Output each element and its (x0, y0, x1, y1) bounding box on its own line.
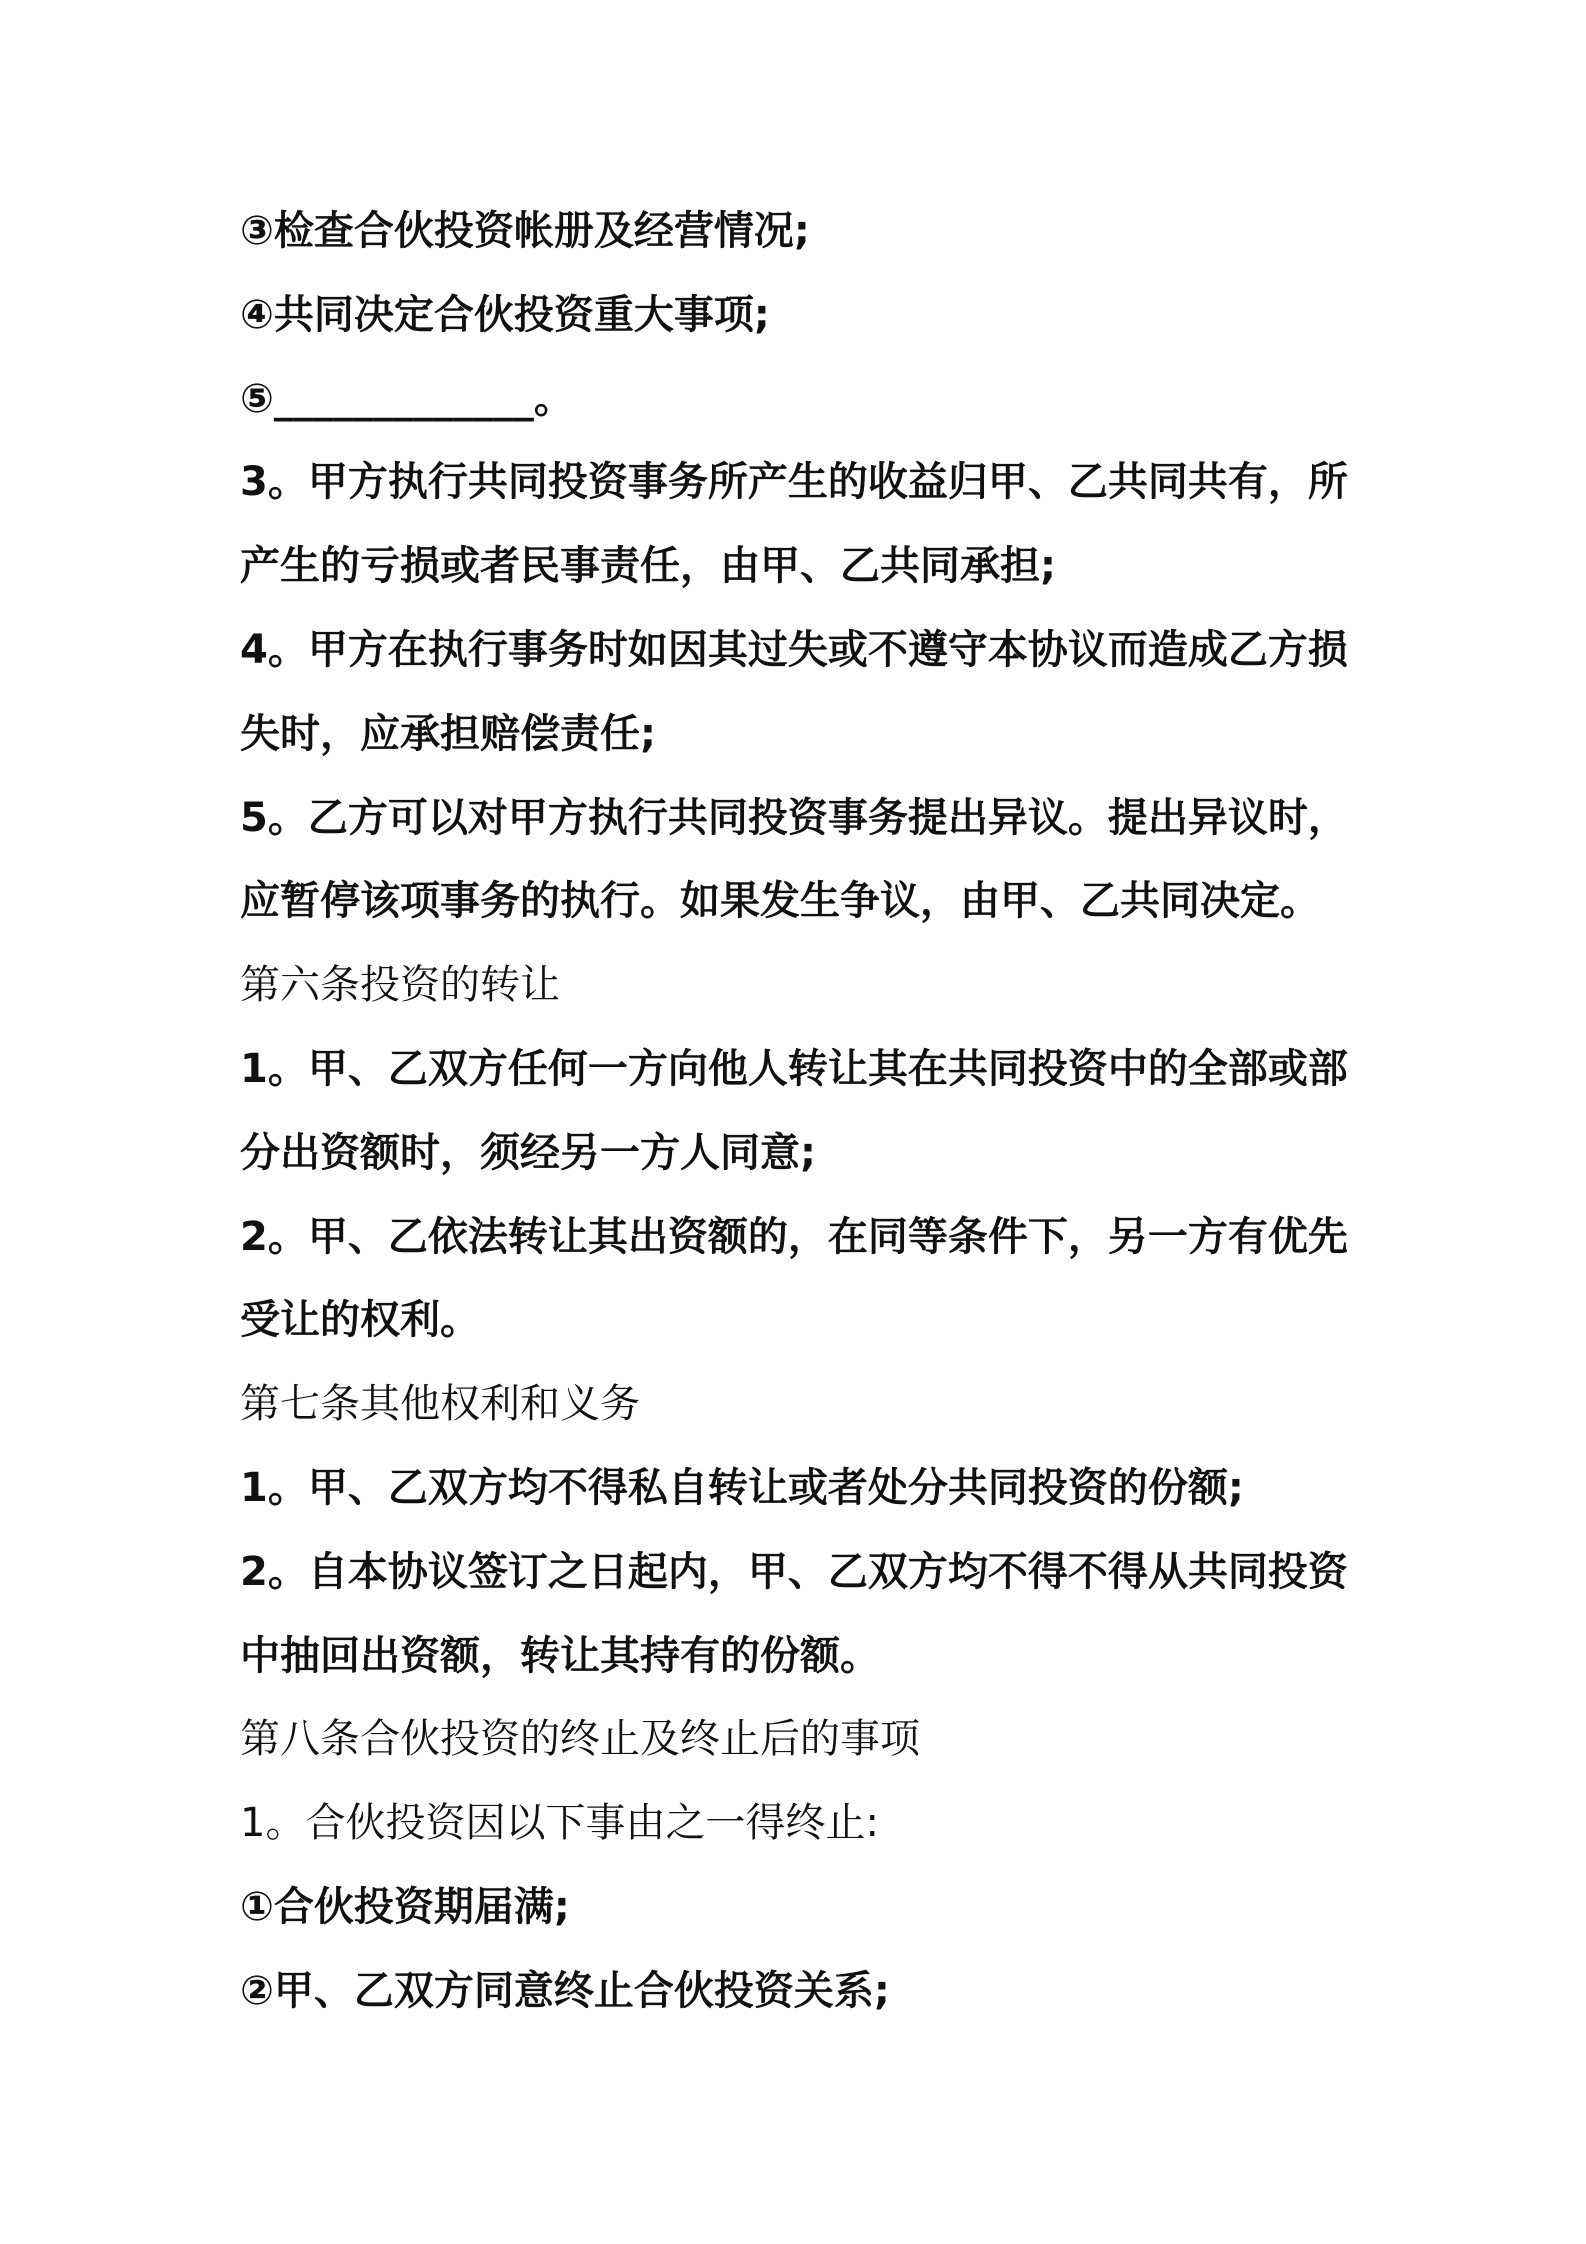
document-line: 1。甲、乙双方任何一方向他人转让其在共同投资中的全部或部 (240, 1045, 1348, 1092)
document-line: 第七条其他权利和义务 (240, 1381, 640, 1428)
document-line: 5。乙方可以对甲方执行共同投资事务提出异议。提出异议时， (240, 794, 1348, 841)
document-line: ②甲、乙双方同意终止合伙投资关系; (240, 1967, 890, 2014)
document-line: 2。自本协议签订之日起内，甲、乙双方均不得不得从共同投资 (240, 1548, 1348, 1595)
document-line: 4。甲方在执行事务时如因其过失或不遵守本协议而造成乙方损 (240, 626, 1348, 673)
document-line: 受让的权利。 (240, 1297, 480, 1344)
document-line: 第六条投资的转让 (240, 962, 560, 1009)
document-line: 产生的亏损或者民事责任，由甲、乙共同承担; (240, 543, 1056, 590)
document-line: 应暂停该项事务的执行。如果发生争议，由甲、乙共同决定。 (240, 878, 1320, 925)
document-line: 2。甲、乙依法转让其出资额的，在同等条件下，另一方有优先 (240, 1213, 1348, 1260)
document-line: ⑤_____________。 (240, 375, 574, 422)
document-body (240, 190, 1360, 2034)
document-line: 1。合伙投资因以下事由之一得终止: (240, 1800, 879, 1847)
document-line: 第八条合伙投资的终止及终止后的事项 (240, 1716, 920, 1763)
document-line: 1。甲、乙双方均不得私自转让或者处分共同投资的份额; (240, 1464, 1244, 1511)
document-line: ④共同决定合伙投资重大事项; (240, 291, 770, 338)
document-line: 失时，应承担赔偿责任; (240, 710, 656, 757)
document-line: ③检查合伙投资帐册及经营情况; (240, 208, 810, 254)
document-line: 分出资额时，须经另一方人同意; (240, 1129, 816, 1176)
document-line: 中抽回出资额，转让其持有的份额。 (240, 1632, 880, 1679)
document-line: ①合伙投资期届满; (240, 1883, 570, 1930)
document-line: 3。甲方执行共同投资事务所产生的收益归甲、乙共同共有，所 (240, 459, 1348, 506)
